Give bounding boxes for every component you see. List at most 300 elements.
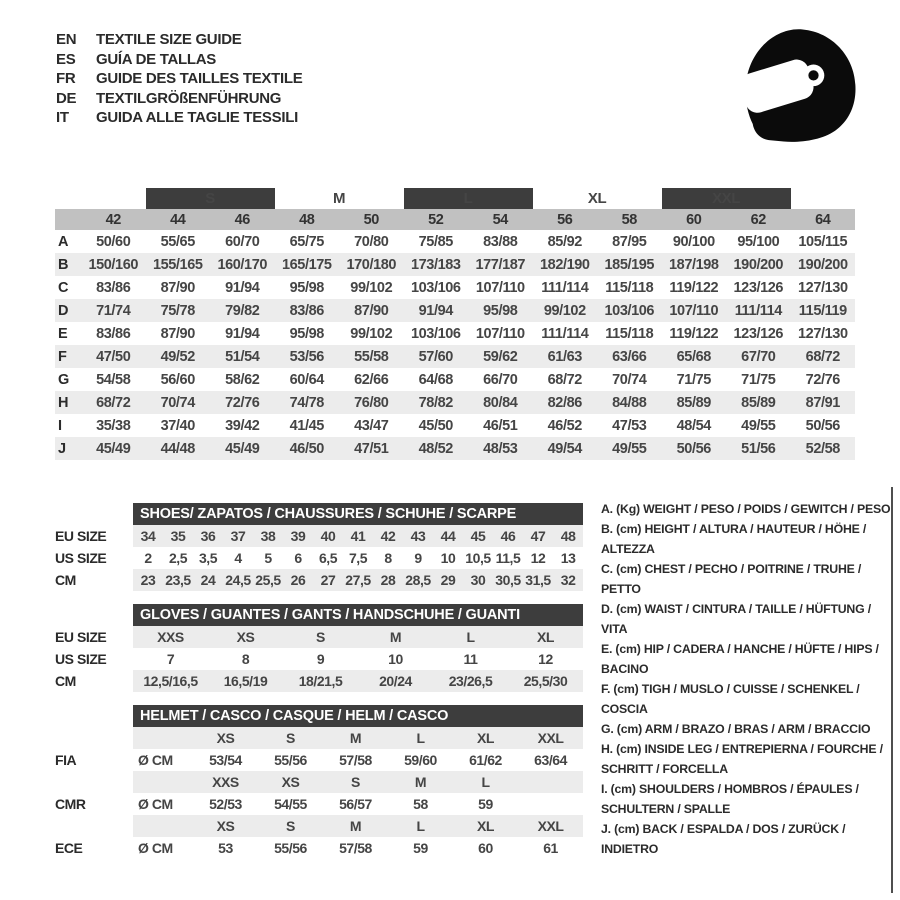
helmet-size-value: 53/54 xyxy=(209,752,242,768)
measurement-row-g xyxy=(55,368,855,391)
measurement-value: 75/78 xyxy=(146,299,211,322)
table-title-row xyxy=(55,604,583,626)
measurement-value: 123/126 xyxy=(733,279,784,296)
measurement-value: 41/45 xyxy=(289,417,324,434)
measurement-value: 49/54 xyxy=(533,437,598,460)
guide-title: GUIDE DES TAILLES TEXTILE xyxy=(96,70,303,88)
size-value: 11,5 xyxy=(495,550,521,566)
size-value: XL xyxy=(508,626,583,648)
measurement-value: 70/80 xyxy=(354,233,389,250)
measurement-row-d xyxy=(55,299,855,322)
measurement-row-f xyxy=(55,345,855,368)
size-band-xl: XL xyxy=(533,188,662,209)
size-number: 42 xyxy=(81,209,146,230)
measurement-value: 170/180 xyxy=(339,253,404,276)
measurement-value: 55/65 xyxy=(160,233,195,250)
measurement-legend xyxy=(601,499,893,859)
diameter-unit-label: Ø CM xyxy=(138,840,173,856)
size-number: 50 xyxy=(339,209,404,230)
measurement-value: 72/76 xyxy=(805,371,840,388)
measurement-value: 45/49 xyxy=(81,437,146,460)
legend-item: B. (cm) HEIGHT / ALTURA / HAUTEUR / HÖHE / ALTEZZA xyxy=(601,522,867,556)
measurement-value: 83/86 xyxy=(96,325,131,342)
size-value: 28 xyxy=(373,569,403,591)
accessory-tables xyxy=(55,503,583,872)
measurement-value: 127/130 xyxy=(798,325,848,342)
measurement-value: 95/100 xyxy=(737,233,780,250)
measurement-value: 83/86 xyxy=(96,279,131,296)
size-value: 26 xyxy=(283,569,313,591)
size-value: 7 xyxy=(166,651,175,667)
measurement-value: 85/92 xyxy=(547,233,582,250)
size-value: 43 xyxy=(403,525,433,547)
helmet-size-value: 61/62 xyxy=(469,752,502,768)
measurement-value: 71/75 xyxy=(676,371,711,388)
measurement-value: 84/88 xyxy=(597,391,662,414)
measurement-value: 90/100 xyxy=(672,233,715,250)
measurement-value: 95/98 xyxy=(468,299,533,322)
measurement-value: 91/94 xyxy=(225,279,260,296)
helmet-size-label: S xyxy=(258,815,323,837)
language-row xyxy=(56,89,356,109)
measurement-value: 56/60 xyxy=(160,371,195,388)
measurement-value: 87/90 xyxy=(339,299,404,322)
size-value: 36 xyxy=(193,525,223,547)
measurement-value: 111/114 xyxy=(541,325,589,342)
size-number: 56 xyxy=(533,209,598,230)
size-value: 12 xyxy=(530,550,546,566)
measurement-value: 68/72 xyxy=(791,345,856,368)
row-label: D xyxy=(55,299,81,322)
row-label: F xyxy=(55,345,81,368)
row-label: C xyxy=(58,279,69,296)
measurement-value: 127/130 xyxy=(798,279,848,296)
legend-item: G. (cm) ARM / BRAZO / BRAS / ARM / BRACCIO xyxy=(601,722,871,736)
measurement-value: 79/82 xyxy=(210,299,275,322)
size-row xyxy=(55,670,583,692)
measurement-value: 72/76 xyxy=(210,391,275,414)
size-value: 23/26,5 xyxy=(433,670,508,692)
helmet-size-label: XXS xyxy=(193,771,258,793)
measurement-value: 119/122 xyxy=(669,279,719,296)
size-number: 58 xyxy=(597,209,662,230)
measurement-value: 99/102 xyxy=(533,299,598,322)
measurement-value: 95/98 xyxy=(289,325,324,342)
helmet-size-label: XXL xyxy=(518,727,583,749)
size-number: 46 xyxy=(210,209,275,230)
size-value: XS xyxy=(208,626,283,648)
measurement-value: 182/190 xyxy=(533,253,598,276)
measurement-value: 91/94 xyxy=(225,325,260,342)
diameter-unit-label: Ø CM xyxy=(138,796,173,812)
measurement-value: 119/122 xyxy=(669,325,719,342)
size-number: 64 xyxy=(791,209,856,230)
measurement-value: 85/89 xyxy=(726,391,791,414)
legend-item: A. (Kg) WEIGHT / PESO / POIDS / GEWITCH / PESO xyxy=(601,502,891,516)
measurement-value: 50/60 xyxy=(96,233,131,250)
measurement-value: 160/170 xyxy=(210,253,275,276)
measurement-value: 70/74 xyxy=(612,371,647,388)
table-title-row xyxy=(55,503,583,525)
measurement-value: 44/48 xyxy=(146,437,211,460)
measurement-value: 83/88 xyxy=(483,233,518,250)
measurement-value: 52/58 xyxy=(791,437,856,460)
size-value: 47 xyxy=(523,525,553,547)
helmet-size-value: 59 xyxy=(413,840,428,856)
helmet-size-label: XL xyxy=(453,727,518,749)
measurement-value: 150/160 xyxy=(81,253,146,276)
size-value: 5 xyxy=(264,550,272,566)
measurement-value: 55/58 xyxy=(339,345,404,368)
size-value: S xyxy=(283,626,358,648)
size-value: XXS xyxy=(133,626,208,648)
measurement-value: 76/80 xyxy=(339,391,404,414)
helmet-size-label: M xyxy=(323,815,388,837)
size-value: 23 xyxy=(133,569,163,591)
measurement-value: 68/72 xyxy=(547,371,582,388)
title-spacer xyxy=(55,771,133,793)
helmet-values-row-ece xyxy=(55,837,583,859)
size-value: 25,5 xyxy=(253,569,283,591)
measurement-value: 48/54 xyxy=(676,417,711,434)
size-row xyxy=(55,525,583,547)
measurement-value: 61/63 xyxy=(533,345,598,368)
row-label: EU SIZE xyxy=(55,528,107,544)
helmet-size-value: 54/55 xyxy=(274,796,307,812)
helmet-size-table xyxy=(55,705,583,859)
measurement-row-i xyxy=(55,414,855,437)
helmet-size-value: 57/58 xyxy=(339,840,372,856)
legend-item: J. (cm) BACK / ESPALDA / DOS / ZURÜCK / INDIETRO xyxy=(601,822,846,856)
helmet-size-label: S xyxy=(323,771,388,793)
title-spacer xyxy=(55,604,133,626)
row-label: EU SIZE xyxy=(55,629,107,645)
measurement-value: 75/85 xyxy=(418,233,453,250)
measurement-value: 107/110 xyxy=(662,299,727,322)
size-value: 9 xyxy=(316,651,325,667)
band-spacer xyxy=(81,188,146,209)
measurement-value: 37/40 xyxy=(160,417,195,434)
helmet-size-value: 55/56 xyxy=(274,752,307,768)
size-number: 62 xyxy=(726,209,791,230)
size-value: 27,5 xyxy=(343,569,373,591)
measurement-value: 165/175 xyxy=(275,253,340,276)
size-value: 10 xyxy=(440,550,456,566)
sizes-spacer xyxy=(133,727,193,749)
language-row xyxy=(56,30,356,50)
measurement-value: 43/47 xyxy=(354,417,389,434)
measurement-value: 67/70 xyxy=(726,345,791,368)
helmet-size-value: 53 xyxy=(218,840,233,856)
guide-title: TEXTILE SIZE GUIDE xyxy=(96,31,242,49)
measurement-value: 49/55 xyxy=(741,417,776,434)
measurement-value: 103/106 xyxy=(597,299,662,322)
measurement-row-c xyxy=(55,276,855,299)
measurement-value: 45/49 xyxy=(210,437,275,460)
size-value: 4 xyxy=(234,550,242,566)
measurement-row-j xyxy=(55,437,855,460)
measurement-value: 115/118 xyxy=(605,325,654,342)
helmet-size-label: XS xyxy=(193,727,258,749)
size-value: 28,5 xyxy=(403,569,433,591)
measurement-value: 103/106 xyxy=(410,325,461,342)
helmet-values-row-cmr xyxy=(55,793,583,815)
band-spacer xyxy=(791,188,856,209)
racing-helmet-icon xyxy=(725,20,875,155)
legend-item: C. (cm) CHEST / PECHO / POITRINE / TRUHE / PETTO xyxy=(601,562,862,596)
helmet-sizes-row xyxy=(55,815,583,837)
helmet-sizes-row xyxy=(55,771,583,793)
helmet-size-value: 59/60 xyxy=(404,752,437,768)
measurement-value: 155/165 xyxy=(146,253,211,276)
row-label: B xyxy=(55,253,81,276)
size-band-xxl: XXL xyxy=(662,188,791,209)
size-value: 45 xyxy=(463,525,493,547)
measurement-value: 58/62 xyxy=(225,371,260,388)
size-number: 54 xyxy=(468,209,533,230)
size-value: 23,5 xyxy=(163,569,193,591)
page-frame-border xyxy=(891,487,893,893)
language-title-list xyxy=(56,30,356,128)
measurement-value: 190/200 xyxy=(726,253,791,276)
size-value: 42 xyxy=(373,525,403,547)
diameter-unit-label: Ø CM xyxy=(138,752,173,768)
helmet-size-label: XS xyxy=(258,771,323,793)
size-value: 38 xyxy=(253,525,283,547)
measurement-value: 45/50 xyxy=(418,417,453,434)
language-code: FR xyxy=(56,70,76,88)
size-value: L xyxy=(433,626,508,648)
row-label: H xyxy=(55,391,81,414)
size-value: 13 xyxy=(560,550,576,566)
measurement-value: 70/74 xyxy=(146,391,211,414)
size-band-l: L xyxy=(404,188,533,209)
helmet-size-label: XL xyxy=(453,815,518,837)
standard-label: CMR xyxy=(55,796,86,812)
measurement-value: 187/198 xyxy=(662,253,727,276)
measurement-value: 177/187 xyxy=(468,253,533,276)
size-value: 8 xyxy=(384,550,392,566)
size-value: 25,5/30 xyxy=(508,670,583,692)
measurement-value: 64/68 xyxy=(418,371,453,388)
guide-title: GUÍA DE TALLAS xyxy=(96,50,216,68)
size-row xyxy=(55,626,583,648)
measurement-value: 54/58 xyxy=(96,371,131,388)
size-value: 10,5 xyxy=(465,550,491,566)
language-code: EN xyxy=(56,31,77,49)
measurement-value: 107/110 xyxy=(475,325,525,342)
measurement-value: 49/52 xyxy=(146,345,211,368)
size-number: 44 xyxy=(146,209,211,230)
measurement-value: 46/52 xyxy=(547,417,582,434)
measurement-value: 173/183 xyxy=(404,253,469,276)
measurement-value: 85/89 xyxy=(662,391,727,414)
size-band-m: M xyxy=(275,188,404,209)
measurement-value: 87/91 xyxy=(791,391,856,414)
row-label: US SIZE xyxy=(55,651,107,667)
row-label: E xyxy=(58,325,68,342)
measurement-value: 91/94 xyxy=(404,299,469,322)
measurement-value: 57/60 xyxy=(404,345,469,368)
measurement-value: 47/53 xyxy=(612,417,647,434)
size-value: 12,5/16,5 xyxy=(133,670,208,692)
title-spacer xyxy=(55,503,133,525)
measurement-value: 46/50 xyxy=(275,437,340,460)
size-value: 30,5 xyxy=(493,569,523,591)
measurement-value: 60/70 xyxy=(225,233,260,250)
helmet-size-label: M xyxy=(388,771,453,793)
size-value: 8 xyxy=(241,651,250,667)
measurement-value: 62/66 xyxy=(354,371,389,388)
language-code: ES xyxy=(56,50,76,68)
band-spacer xyxy=(55,188,81,209)
legend-item: I. (cm) SHOULDERS / HOMBROS / ÉPAULES / SCHULTERN / SPALLE xyxy=(601,782,859,816)
measurement-value: 111/114 xyxy=(726,299,791,322)
size-value: 18/21,5 xyxy=(283,670,358,692)
size-value: 7,5 xyxy=(348,550,368,566)
measurement-value: 63/66 xyxy=(597,345,662,368)
row-label: I xyxy=(58,417,62,434)
measurement-value: 74/78 xyxy=(275,391,340,414)
size-value: 6,5 xyxy=(318,550,338,566)
size-value: 6 xyxy=(294,550,302,566)
helmet-size-label: L xyxy=(453,771,518,793)
row-label: J xyxy=(55,437,81,460)
row-label: US SIZE xyxy=(55,550,107,566)
measurement-row-h xyxy=(55,391,855,414)
measurement-value: 46/51 xyxy=(483,417,518,434)
measurement-value: 95/98 xyxy=(289,279,324,296)
size-value: 39 xyxy=(283,525,313,547)
textile-size-table xyxy=(55,188,855,460)
measurement-value: 80/84 xyxy=(468,391,533,414)
size-value: 27 xyxy=(313,569,343,591)
measurement-value: 53/56 xyxy=(275,345,340,368)
size-number: 52 xyxy=(404,209,469,230)
helmet-size-label: M xyxy=(323,727,388,749)
helmet-size-value: 57/58 xyxy=(339,752,372,768)
size-value: 37 xyxy=(223,525,253,547)
measurement-value: 48/53 xyxy=(468,437,533,460)
measurement-row-e xyxy=(55,322,855,345)
size-number-row xyxy=(55,209,855,230)
helmet-size-value xyxy=(518,793,583,815)
size-value: 2,5 xyxy=(168,550,188,566)
size-value: 11 xyxy=(463,651,478,667)
helmet-size-value: 56/57 xyxy=(339,796,372,812)
size-number: 60 xyxy=(662,209,727,230)
measurement-row-a xyxy=(55,230,855,253)
measurement-value: 78/82 xyxy=(404,391,469,414)
language-code: DE xyxy=(56,89,77,107)
size-band-row xyxy=(55,188,855,209)
measurement-value: 115/118 xyxy=(605,279,654,296)
measurement-value: 39/42 xyxy=(225,417,260,434)
standard-label: ECE xyxy=(55,840,83,856)
measurement-value: 60/64 xyxy=(289,371,324,388)
measurement-row-b xyxy=(55,253,855,276)
gloves-size-table xyxy=(55,604,583,692)
legend-item: H. (cm) INSIDE LEG / ENTREPIERNA / FOURCHE / SCHRITT / FORCELLA xyxy=(601,742,883,776)
helmet-size-label: XXL xyxy=(518,815,583,837)
row-label: CM xyxy=(55,572,76,588)
size-value: 41 xyxy=(343,525,373,547)
size-value: 2 xyxy=(144,550,152,566)
table-title-bar: GLOVES / GUANTES / GANTS / HANDSCHUHE / GUANTI xyxy=(133,604,583,626)
helmet-size-value: 58 xyxy=(413,796,428,812)
measurement-value: 82/86 xyxy=(533,391,598,414)
measurement-value: 111/114 xyxy=(541,279,589,296)
shoes-size-table xyxy=(55,503,583,591)
helmet-sizes-row xyxy=(55,727,583,749)
measurement-value: 71/75 xyxy=(741,371,776,388)
size-row xyxy=(55,547,583,569)
row-label: CM xyxy=(55,673,76,689)
size-value: 24 xyxy=(193,569,223,591)
measurement-value: 105/115 xyxy=(798,233,848,250)
size-number: 48 xyxy=(275,209,340,230)
measurement-value: 68/72 xyxy=(81,391,146,414)
helmet-values-row-fia xyxy=(55,749,583,771)
size-value: 30 xyxy=(463,569,493,591)
measurement-value: 49/55 xyxy=(597,437,662,460)
guide-title: GUIDA ALLE TAGLIE TESSILI xyxy=(96,109,298,127)
measurement-value: 47/50 xyxy=(81,345,146,368)
helmet-size-value: 63/64 xyxy=(534,752,567,768)
helmet-size-value: 61 xyxy=(543,840,558,856)
helmet-size-label: L xyxy=(388,727,453,749)
size-value: 32 xyxy=(553,569,583,591)
legend-item: F. (cm) TIGH / MUSLO / CUISSE / SCHENKEL / COSCIA xyxy=(601,682,860,716)
size-value: 31,5 xyxy=(523,569,553,591)
measurement-value: 107/110 xyxy=(475,279,525,296)
size-value: 16,5/19 xyxy=(208,670,283,692)
measurement-value: 66/70 xyxy=(483,371,518,388)
legend-item: E. (cm) HIP / CADERA / HANCHE / HÜFTE / HIPS / BACINO xyxy=(601,642,879,676)
measurement-value: 51/54 xyxy=(210,345,275,368)
measurement-value: 99/102 xyxy=(350,325,393,342)
measurement-value: 50/56 xyxy=(805,417,840,434)
table-title-row xyxy=(55,705,583,727)
helmet-size-value: 59 xyxy=(478,796,493,812)
helmet-size-label xyxy=(518,771,583,793)
language-code: IT xyxy=(56,109,69,127)
guide-title: TEXTILGRÖßENFÜHRUNG xyxy=(96,89,282,107)
helmet-size-value: 60 xyxy=(478,840,493,856)
helmet-size-label: S xyxy=(258,727,323,749)
size-value: 46 xyxy=(493,525,523,547)
measurement-value: 87/95 xyxy=(612,233,647,250)
legend-item: D. (cm) WAIST / CINTURA / TAILLE / HÜFTUNG / VITA xyxy=(601,602,871,636)
title-spacer xyxy=(55,705,133,727)
size-value: 44 xyxy=(433,525,463,547)
measurement-value: 190/200 xyxy=(791,253,856,276)
title-spacer xyxy=(55,815,133,837)
size-value: 3,5 xyxy=(198,550,218,566)
sizes-spacer xyxy=(133,815,193,837)
size-value: 34 xyxy=(133,525,163,547)
measurement-value: 83/86 xyxy=(275,299,340,322)
size-value: 48 xyxy=(553,525,583,547)
measurement-value: 87/90 xyxy=(160,325,195,342)
standard-label: FIA xyxy=(55,752,77,768)
size-value: M xyxy=(358,626,433,648)
size-band-s: S xyxy=(146,188,275,209)
row-label: A xyxy=(58,233,69,250)
measurement-value: 35/38 xyxy=(96,417,131,434)
table-title-bar: HELMET / CASCO / CASQUE / HELM / CASCO xyxy=(133,705,583,727)
size-value: 29 xyxy=(433,569,463,591)
